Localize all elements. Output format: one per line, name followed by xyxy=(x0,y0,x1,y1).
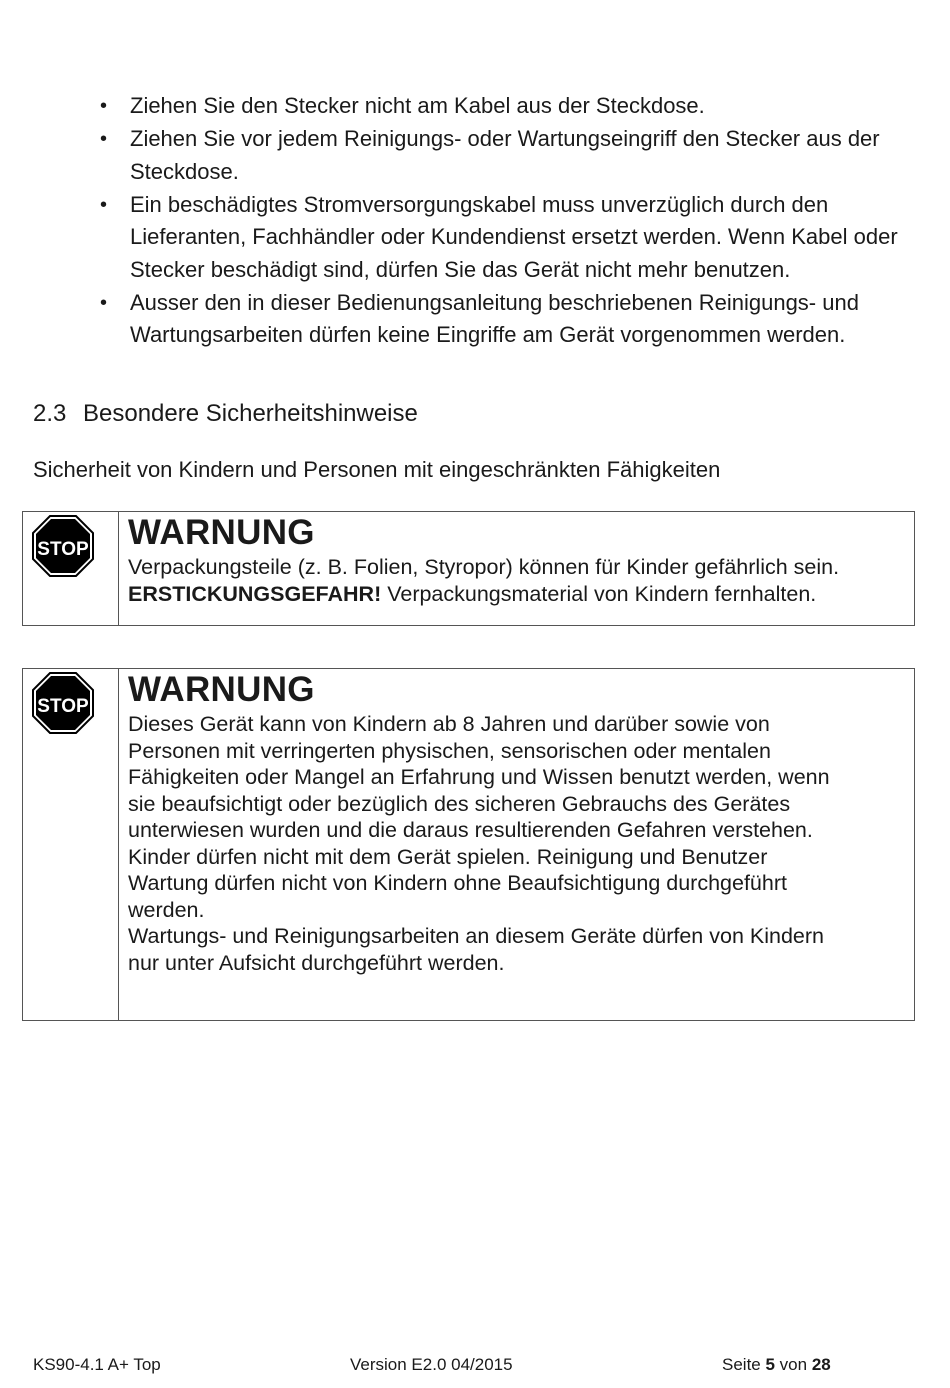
stop-sign-icon xyxy=(31,671,95,735)
footer-model: KS90-4.1 A+ Top xyxy=(33,1355,161,1374)
warning-body xyxy=(128,554,914,607)
stop-sign-icon xyxy=(31,514,95,578)
list-item: • Ein beschädigtes Stromversorgungskabel muss unverzüglich durch den Lieferanten, Fachhändler oder Kundendienst ersetzt werden. Wenn Kabel oder Stecker beschädigt sind, dürfen Sie das Gerät nicht mehr benutzen. xyxy=(100,189,900,287)
warning-line: werden. xyxy=(128,897,205,922)
section-title: Besondere Sicherheitshinweise xyxy=(83,400,418,427)
list-item: • Ziehen Sie vor jedem Reinigungs- oder Wartungseingriff den Stecker aus der Steckdose. xyxy=(100,123,900,188)
warning-line: unterwiesen wurden und die daraus resultierenden Gefahren verstehen. xyxy=(128,818,813,842)
warning-emphasis: ERSTICKUNGSGEFAHR! xyxy=(128,581,382,606)
warning-text-cell xyxy=(119,512,914,625)
warning-line: sie beaufsichtigt oder bezüglich des sicheren Gebrauchs des Gerätes xyxy=(128,791,791,816)
warning-text: Verpackungsmaterial von Kindern fernhalten. xyxy=(381,581,817,606)
warning-line: Personen mit verringerten physischen, sensorischen oder mentalen xyxy=(128,738,771,763)
warning-icon-cell xyxy=(23,669,119,1020)
section-number: 2.3 xyxy=(33,400,67,427)
page-total: 28 xyxy=(811,1355,831,1374)
warning-body xyxy=(128,711,914,976)
footer-page-number xyxy=(722,1355,831,1375)
svg-text:STOP: STOP xyxy=(37,539,89,560)
warning-box-packaging xyxy=(22,511,915,626)
warning-text: Verpackungsteile (z. B. Folien, Styropor) können für Kinder gefährlich sein. xyxy=(128,555,840,579)
page-current: 5 xyxy=(765,1355,775,1374)
warning-text-cell xyxy=(119,669,914,1020)
warning-line: Wartungs- und Reinigungsarbeiten an diesem Geräte dürfen von Kindern xyxy=(128,924,824,948)
warning-icon-cell xyxy=(23,512,119,625)
section-heading xyxy=(33,400,418,428)
page-prefix: Seite xyxy=(722,1355,766,1374)
list-item: • Ziehen Sie den Stecker nicht am Kabel aus der Steckdose. xyxy=(100,90,900,123)
svg-text:STOP: STOP xyxy=(37,696,89,717)
list-item: • Ausser den in dieser Bedienungsanleitung beschriebenen Reinigungs- und Wartungsarbeiten dürfen keine Eingriffe am Gerät vorgenommen werden. xyxy=(100,287,900,352)
warning-title: WARNUNG xyxy=(128,670,315,709)
page-separator: von xyxy=(774,1355,812,1374)
warning-box-children xyxy=(22,668,915,1021)
section-subtitle: Sicherheit von Kindern und Personen mit eingeschränkten Fähigkeiten xyxy=(33,457,721,482)
warning-line: Fähigkeiten oder Mangel an Erfahrung und Wissen benutzt werden, wenn xyxy=(128,765,830,789)
warning-title: WARNUNG xyxy=(128,513,315,552)
safety-bullet-list xyxy=(100,90,900,352)
warning-line: Dieses Gerät kann von Kindern ab 8 Jahren und darüber sowie von xyxy=(128,712,770,736)
warning-line: Wartung dürfen nicht von Kindern ohne Beaufsichtigung durchgeführt xyxy=(128,871,787,895)
warning-line: Kinder dürfen nicht mit dem Gerät spielen. Reinigung und Benutzer xyxy=(128,844,768,869)
footer-version: Version E2.0 04/2015 xyxy=(350,1355,513,1374)
warning-line: nur unter Aufsicht durchgeführt werden. xyxy=(128,950,505,975)
